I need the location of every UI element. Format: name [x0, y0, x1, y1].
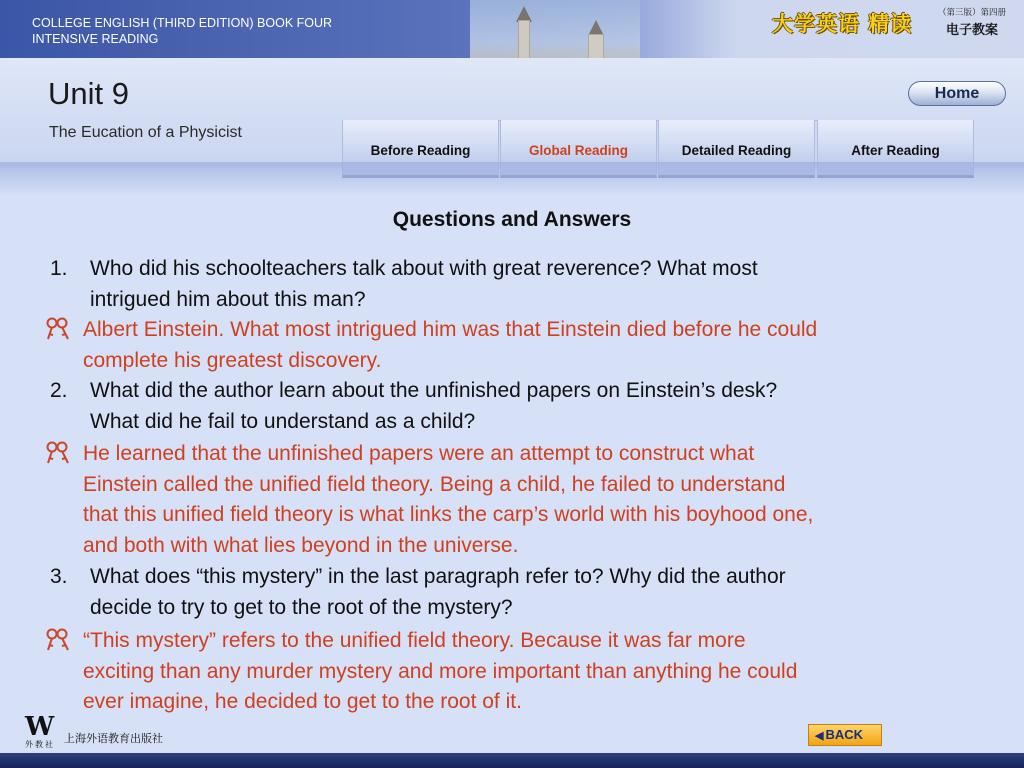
- keys-icon: [45, 441, 71, 465]
- question-item: [50, 562, 950, 623]
- tab-after-reading[interactable]: After Reading: [817, 120, 974, 178]
- answer-item: [45, 626, 1005, 718]
- back-button[interactable]: [808, 724, 882, 746]
- publisher-logo: W: [25, 712, 55, 742]
- tab-before-reading[interactable]: Before Reading: [342, 120, 499, 178]
- keys-icon: [45, 317, 71, 341]
- book-title-line1: COLLEGE ENGLISH (THIRD EDITION) BOOK FOUR: [32, 16, 333, 30]
- question-item: [50, 254, 950, 315]
- publisher-logo-sub: 外教社: [25, 740, 55, 749]
- question-line: What does “this mystery” in the last paragraph refer to? Why did the author: [90, 565, 786, 588]
- header-stripe: [0, 162, 1024, 196]
- bottom-bar: [0, 753, 1024, 768]
- cn-edition: （第三版）第四册: [937, 8, 1006, 18]
- question-line: Who did his schoolteachers talk about with great reverence? What most: [90, 257, 758, 280]
- home-button[interactable]: Home: [908, 81, 1006, 106]
- answer-line: ever imagine, he decided to get to the root of it.: [83, 690, 522, 713]
- book-title-line2: INTENSIVE READING: [32, 32, 159, 46]
- cn-ebook-label: 电子教案: [945, 23, 998, 38]
- question-text: [90, 254, 758, 315]
- answer-line: that this unified field theory is what links the carp’s world with his boyhood one,: [83, 503, 814, 526]
- answer-text: [83, 626, 797, 718]
- unit-subtitle: The Eucation of a Physicist: [49, 124, 242, 141]
- answer-line: Einstein called the unified field theory. Being a child, he failed to understand: [83, 472, 786, 496]
- publisher-name: 上海外语教育出版社: [64, 732, 163, 745]
- answer-text: [83, 439, 813, 561]
- cn-title: 大学英语 精读: [772, 12, 913, 36]
- question-item: [50, 376, 950, 437]
- question-number: 1.: [50, 257, 68, 280]
- answer-line: “This mystery” refers to the unified field theory. Because it was far more: [83, 629, 746, 652]
- question-text: [90, 562, 786, 623]
- answer-text: [83, 315, 817, 376]
- question-line: intrigued him about this man?: [90, 287, 366, 311]
- question-line: decide to try to get to the root of the mystery?: [90, 595, 513, 619]
- answer-item: [45, 315, 1005, 376]
- book-title: [32, 15, 392, 47]
- section-heading: Questions and Answers: [392, 208, 632, 231]
- back-label: BACK: [825, 727, 864, 742]
- answer-item: [45, 439, 1005, 561]
- unit-title: Unit 9: [48, 76, 129, 111]
- question-line: What did he fail to understand as a child?: [90, 409, 476, 433]
- answer-line: He learned that the unfinished papers were an attempt to construct what: [83, 442, 755, 465]
- tab-global-reading[interactable]: Global Reading: [500, 120, 657, 178]
- answer-line: complete his greatest discovery.: [83, 348, 382, 372]
- main-content: [0, 200, 1024, 720]
- question-number: 2.: [50, 379, 68, 402]
- answer-line: Albert Einstein. What most intrigued him was that Einstein died before he could: [83, 318, 818, 341]
- keys-icon: [45, 628, 71, 652]
- question-text: [90, 376, 777, 437]
- question-number: 3.: [50, 565, 68, 588]
- tab-detailed-reading[interactable]: Detailed Reading: [658, 120, 815, 178]
- question-line: What did the author learn about the unfinished papers on Einstein’s desk?: [90, 379, 778, 402]
- arrow-left-icon: ◀: [815, 730, 824, 742]
- answer-line: exciting than any murder mystery and more important than anything he could: [83, 659, 798, 683]
- answer-line: and both with what lies beyond in the universe.: [83, 533, 519, 557]
